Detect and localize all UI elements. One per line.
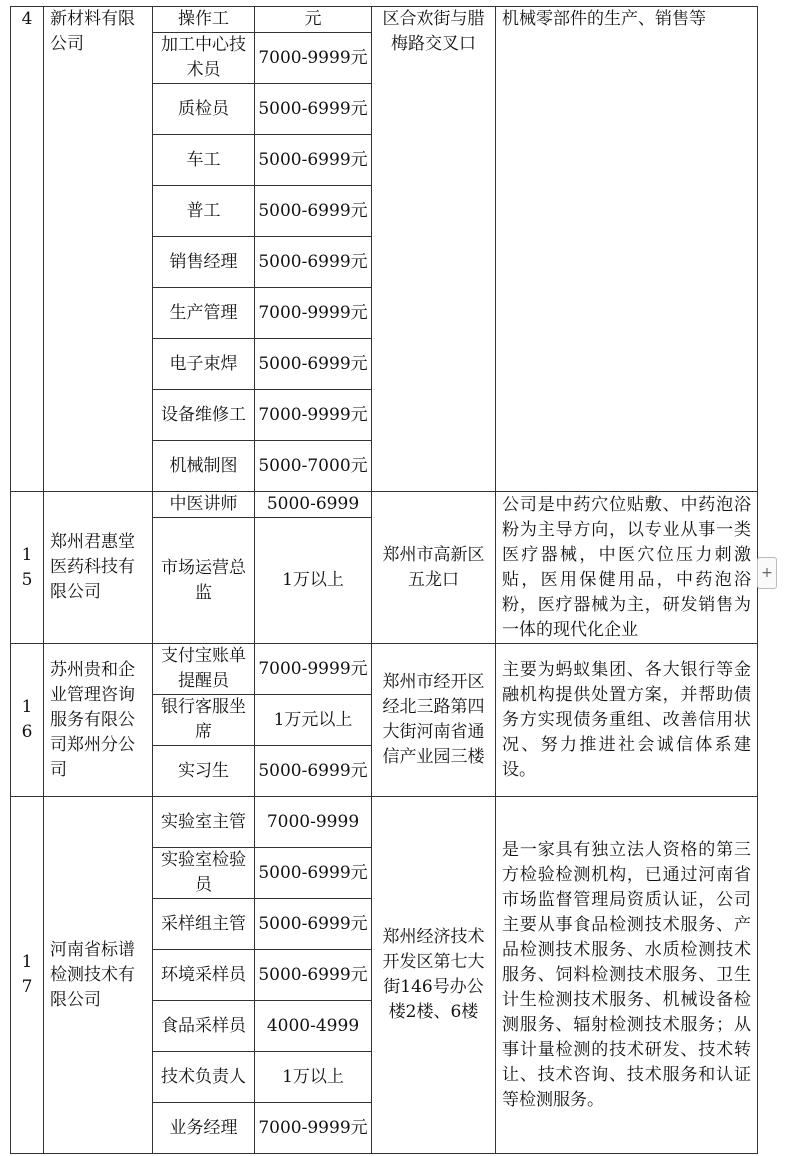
position-title: 市场运营总监 bbox=[153, 518, 255, 644]
salary: 5000-6999元 bbox=[255, 950, 372, 1001]
position-title: 生产管理 bbox=[153, 288, 255, 339]
salary: 1万以上 bbox=[255, 518, 372, 644]
salary: 7000-9999元 bbox=[255, 390, 372, 441]
position-title: 加工中心技术员 bbox=[153, 33, 255, 84]
position-title: 中医讲师 bbox=[153, 492, 255, 518]
table-row bbox=[11, 7, 758, 33]
row-number: 4 bbox=[11, 7, 44, 492]
company-name: 新材料有限公司 bbox=[44, 7, 153, 492]
salary: 7000-9999元 bbox=[255, 33, 372, 84]
salary: 1万以上 bbox=[255, 1052, 372, 1103]
salary: 1万元以上 bbox=[255, 695, 372, 746]
salary: 5000-6999元 bbox=[255, 186, 372, 237]
company-description: 机械零部件的生产、销售等 bbox=[496, 7, 758, 492]
salary: 7000-9999 bbox=[255, 797, 372, 848]
add-row-button[interactable] bbox=[757, 557, 777, 589]
company-name: 河南省标谱检测技术有限公司 bbox=[44, 797, 153, 1154]
salary: 元 bbox=[255, 7, 372, 33]
company-name: 郑州君惠堂医药科技有限公司 bbox=[44, 492, 153, 644]
company-description: 公司是中药穴位贴敷、中药泡浴粉为主导方向，以专业从事一类医疗器械，中医穴位压力刺激贴，医用保健用品，中药泡浴粉，医疗器械为主，研发销售为一体的现代化企业 bbox=[496, 492, 758, 644]
position-title: 操作工 bbox=[153, 7, 255, 33]
table-row bbox=[11, 797, 758, 848]
salary: 5000-6999元 bbox=[255, 746, 372, 797]
salary: 7000-9999元 bbox=[255, 1103, 372, 1154]
salary: 5000-6999元 bbox=[255, 899, 372, 950]
salary: 5000-6999元 bbox=[255, 135, 372, 186]
salary: 5000-6999元 bbox=[255, 339, 372, 390]
row-number: 15 bbox=[11, 492, 44, 644]
position-title: 技术负责人 bbox=[153, 1052, 255, 1103]
salary: 5000-6999 bbox=[255, 492, 372, 518]
position-title: 实验室主管 bbox=[153, 797, 255, 848]
table-row bbox=[11, 644, 758, 695]
plus-icon: + bbox=[761, 565, 773, 581]
table-row bbox=[11, 492, 758, 518]
position-title: 实验室检验员 bbox=[153, 848, 255, 899]
position-title: 银行客服坐席 bbox=[153, 695, 255, 746]
position-title: 车工 bbox=[153, 135, 255, 186]
position-title: 质检员 bbox=[153, 84, 255, 135]
position-title: 支付宝账单提醒员 bbox=[153, 644, 255, 695]
position-title: 业务经理 bbox=[153, 1103, 255, 1154]
salary: 7000-9999元 bbox=[255, 288, 372, 339]
company-address: 区合欢街与腊梅路交叉口 bbox=[372, 7, 496, 492]
position-title: 销售经理 bbox=[153, 237, 255, 288]
position-title: 环境采样员 bbox=[153, 950, 255, 1001]
position-title: 实习生 bbox=[153, 746, 255, 797]
company-description: 是一家具有独立法人资格的第三方检验检测机构，已通过河南省市场监督管理局资质认证，公司主要从事食品检测技术服务、产品检测技术服务、水质检测技术服务、饲料检测技术服务、卫生计生检测技术服务、机械设备检测服务、辐射检测技术服务；从事计量检测的技术研发、技术转让、技术咨询、技术服务和认证等检测服务。 bbox=[496, 797, 758, 1154]
salary: 5000-7000元 bbox=[255, 441, 372, 492]
company-address: 郑州经济技术开发区第七大街146号办公楼2楼、6楼 bbox=[372, 797, 496, 1154]
salary: 7000-9999元 bbox=[255, 644, 372, 695]
position-title: 普工 bbox=[153, 186, 255, 237]
salary: 5000-6999元 bbox=[255, 848, 372, 899]
job-listing-table bbox=[10, 6, 758, 1154]
position-title: 机械制图 bbox=[153, 441, 255, 492]
company-name: 苏州贵和企业管理咨询服务有限公司郑州分公司 bbox=[44, 644, 153, 797]
salary: 5000-6999元 bbox=[255, 84, 372, 135]
position-title: 设备维修工 bbox=[153, 390, 255, 441]
salary: 4000-4999 bbox=[255, 1001, 372, 1052]
row-number: 16 bbox=[11, 644, 44, 797]
company-address: 郑州市高新区五龙口 bbox=[372, 492, 496, 644]
position-title: 电子束焊 bbox=[153, 339, 255, 390]
position-title: 采样组主管 bbox=[153, 899, 255, 950]
row-number: 17 bbox=[11, 797, 44, 1154]
company-description: 主要为蚂蚁集团、各大银行等金融机构提供处置方案，并帮助债务方实现债务重组、改善信用状况、努力推进社会诚信体系建设。 bbox=[496, 644, 758, 797]
position-title: 食品采样员 bbox=[153, 1001, 255, 1052]
salary: 5000-6999元 bbox=[255, 237, 372, 288]
company-address: 郑州市经开区经北三路第四大街河南省通信产业园三楼 bbox=[372, 644, 496, 797]
